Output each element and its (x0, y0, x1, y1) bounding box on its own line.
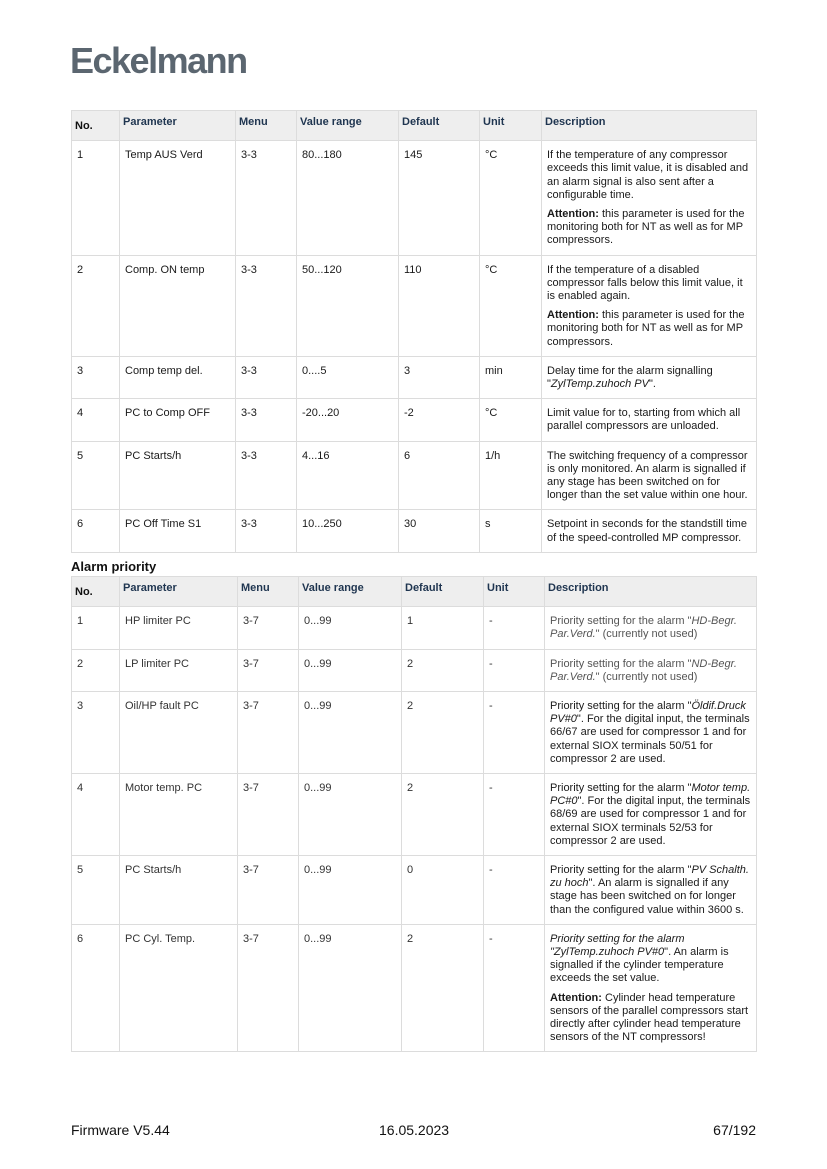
table-row (72, 255, 757, 356)
col-header-unit: Unit (480, 111, 542, 141)
alarm-name: Priority setting for the alarm "ZylTemp.zuhoch PV#0 (550, 932, 685, 959)
cell-unit: - (484, 924, 545, 1052)
cell-menu: 3-3 (236, 141, 297, 255)
col-header-value-range: Value range (297, 111, 399, 141)
attention-label: Attention: (550, 991, 602, 1004)
cell-description (545, 924, 757, 1052)
cell-parameter: PC to Comp OFF (120, 399, 236, 441)
cell-description: Setpoint in seconds for the standstill time of the speed-controlled MP compressor. (542, 510, 757, 552)
cell-parameter: Comp temp del. (120, 356, 236, 398)
col-header-parameter: Parameter (120, 111, 236, 141)
description-text-end: ". (648, 378, 656, 391)
cell-menu: 3-3 (236, 399, 297, 441)
cell-unit: °C (480, 255, 542, 356)
cell-menu: 3-7 (238, 607, 299, 649)
cell-menu: 3-7 (238, 774, 299, 856)
cell-value-range: 0....5 (297, 356, 399, 398)
table-row (72, 399, 757, 441)
cell-parameter: Comp. ON temp (120, 255, 236, 356)
cell-description (542, 255, 757, 356)
cell-parameter: LP limiter PC (120, 649, 238, 691)
table-row (72, 856, 757, 925)
table-row (72, 924, 757, 1052)
cell-menu: 3-7 (238, 649, 299, 691)
alarm-priority-table (71, 576, 757, 1052)
cell-default: 0 (402, 856, 484, 925)
cell-no: 2 (72, 649, 120, 691)
cell-parameter: HP limiter PC (120, 607, 238, 649)
cell-description (545, 607, 757, 649)
attention-text: this parameter is used for the monitoring both for NT as well as for MP compressors. (547, 309, 745, 348)
cell-no: 5 (72, 856, 120, 925)
description-text: Priority setting for the alarm " (550, 864, 692, 877)
cell-menu: 3-3 (236, 441, 297, 510)
cell-unit: - (484, 649, 545, 691)
cell-description: The switching frequency of a compressor is only monitored. An alarm is signalled if any stage has been switched on for longer than the set value within one hour. (542, 441, 757, 510)
attention-note (550, 992, 752, 1045)
description-text: If the temperature of a disabled compressor falls below this limit value, it is enabled again. (547, 263, 743, 303)
cell-parameter: PC Starts/h (120, 441, 236, 510)
cell-value-range: 0...99 (299, 607, 402, 649)
cell-no: 3 (72, 356, 120, 398)
table-header-row (72, 577, 757, 607)
cell-parameter: Oil/HP fault PC (120, 692, 238, 774)
cell-unit: °C (480, 399, 542, 441)
cell-default: 2 (402, 924, 484, 1052)
cell-parameter: Motor temp. PC (120, 774, 238, 856)
footer-date: 16.05.2023 (379, 1122, 450, 1138)
col-header-menu: Menu (238, 577, 299, 607)
alarm-name: ZylTemp.zuhoch PV (550, 378, 649, 391)
cell-unit: - (484, 774, 545, 856)
description-text-end: ". An alarm is signalled if the cylinder temperature exceeds the set value. (550, 946, 729, 985)
description-text (550, 933, 752, 986)
cell-value-range: 50...120 (297, 255, 399, 356)
footer-firmware-version: Firmware V5.44 (71, 1122, 170, 1138)
attention-label: Attention: (547, 309, 599, 322)
attention-label: Attention: (547, 208, 599, 221)
col-header-unit: Unit (484, 577, 545, 607)
cell-unit: min (480, 356, 542, 398)
cell-no: 4 (72, 399, 120, 441)
parameter-table (71, 110, 757, 553)
cell-value-range: 0...99 (299, 692, 402, 774)
col-header-value-range: Value range (299, 577, 402, 607)
cell-menu: 3-7 (238, 692, 299, 774)
description-text: If the temperature of any compressor exceeds this limit value, it is disabled and an alarm signal is also sent after a configurable time. (547, 149, 749, 201)
alarm-name: PV Schalth. zu hoch (550, 864, 749, 890)
attention-note (547, 309, 752, 349)
alarm-name: ND-Begr. Par.Verd. (550, 657, 737, 683)
attention-note (547, 208, 752, 248)
cell-menu: 3-3 (236, 356, 297, 398)
cell-default: 3 (399, 356, 480, 398)
description-text: Priority setting for the alarm " (550, 657, 692, 670)
eckelmann-logo: Eckelmann (70, 40, 247, 81)
cell-parameter: PC Starts/h (120, 856, 238, 925)
cell-unit: 1/h (480, 441, 542, 510)
cell-unit: - (484, 607, 545, 649)
cell-value-range: 0...99 (299, 856, 402, 925)
cell-default: 110 (399, 255, 480, 356)
cell-description: Limit value for to, starting from which all parallel compressors are unloaded. (542, 399, 757, 441)
description-text: Priority setting for the alarm " (550, 700, 692, 713)
cell-default: 6 (399, 441, 480, 510)
cell-description (545, 649, 757, 691)
col-header-parameter: Parameter (120, 577, 238, 607)
cell-no: 1 (72, 607, 120, 649)
col-header-no: No. (72, 111, 120, 141)
description-text: Priority setting for the alarm " (550, 615, 692, 628)
cell-value-range: -20...20 (297, 399, 399, 441)
cell-description (542, 141, 757, 255)
alarm-name: Öldif.Druck PV#0 (550, 700, 746, 726)
cell-default: 2 (402, 774, 484, 856)
table-row (72, 774, 757, 856)
alarm-name: Motor temp. PC#0 (550, 782, 751, 808)
cell-parameter: PC Off Time S1 (120, 510, 236, 552)
alarm-name: HD-Begr. Par.Verd. (550, 615, 737, 641)
cell-description (542, 356, 757, 398)
cell-value-range: 80...180 (297, 141, 399, 255)
cell-description (545, 856, 757, 925)
cell-value-range: 0...99 (299, 924, 402, 1052)
cell-description (545, 774, 757, 856)
section-title-alarm-priority: Alarm priority (71, 559, 157, 574)
col-header-default: Default (399, 111, 480, 141)
table-row (72, 607, 757, 649)
description-text-end: ". For the digital input, the terminals 68/69 are used for compressor 1 and for external SIOX terminals 52/53 for compressor 2 are used. (550, 795, 751, 847)
cell-default: 1 (402, 607, 484, 649)
cell-value-range: 0...99 (299, 774, 402, 856)
table-row (72, 692, 757, 774)
description-text-end: " (currently not used) (595, 628, 698, 641)
cell-parameter: Temp AUS Verd (120, 141, 236, 255)
cell-no: 5 (72, 441, 120, 510)
footer-page-number: 67/192 (713, 1122, 756, 1138)
cell-default: 2 (402, 692, 484, 774)
description-text-end: ". For the digital input, the terminals 66/67 are used for compressor 1 and for external SIOX terminals 50/51 for compressor 2 are used. (550, 713, 750, 765)
cell-default: -2 (399, 399, 480, 441)
cell-unit: - (484, 856, 545, 925)
description-text-end: " (currently not used) (595, 670, 698, 683)
cell-menu: 3-7 (238, 924, 299, 1052)
table-row (72, 356, 757, 398)
cell-no: 2 (72, 255, 120, 356)
col-header-no: No. (72, 577, 120, 607)
col-header-menu: Menu (236, 111, 297, 141)
table-row (72, 649, 757, 691)
cell-default: 145 (399, 141, 480, 255)
table-row (72, 141, 757, 255)
cell-menu: 3-3 (236, 510, 297, 552)
cell-default: 30 (399, 510, 480, 552)
cell-description (545, 692, 757, 774)
table-row (72, 510, 757, 552)
cell-unit: °C (480, 141, 542, 255)
attention-text: this parameter is used for the monitoring both for NT as well as for MP compressors. (547, 208, 745, 247)
cell-menu: 3-7 (238, 856, 299, 925)
description-text-end: ". An alarm is signalled if any stage has been switched on for longer than the configured value within 3600 s. (550, 877, 744, 916)
table-header-row (72, 111, 757, 141)
attention-text: Cylinder head temperature sensors of the parallel compressors start directly after cylinder head temperature sensors of the NT compressors! (550, 991, 749, 1044)
description-text: Priority setting for the alarm " (550, 782, 692, 795)
cell-menu: 3-3 (236, 255, 297, 356)
cell-unit: s (480, 510, 542, 552)
cell-value-range: 4...16 (297, 441, 399, 510)
cell-unit: - (484, 692, 545, 774)
cell-no: 6 (72, 510, 120, 552)
cell-parameter: PC Cyl. Temp. (120, 924, 238, 1052)
cell-no: 1 (72, 141, 120, 255)
description-text: Delay time for the alarm signalling " (547, 364, 713, 391)
cell-value-range: 0...99 (299, 649, 402, 691)
cell-no: 4 (72, 774, 120, 856)
col-header-default: Default (402, 577, 484, 607)
cell-no: 3 (72, 692, 120, 774)
cell-value-range: 10...250 (297, 510, 399, 552)
cell-default: 2 (402, 649, 484, 691)
col-header-description: Description (542, 111, 757, 141)
col-header-description: Description (545, 577, 757, 607)
table-row (72, 441, 757, 510)
cell-no: 6 (72, 924, 120, 1052)
